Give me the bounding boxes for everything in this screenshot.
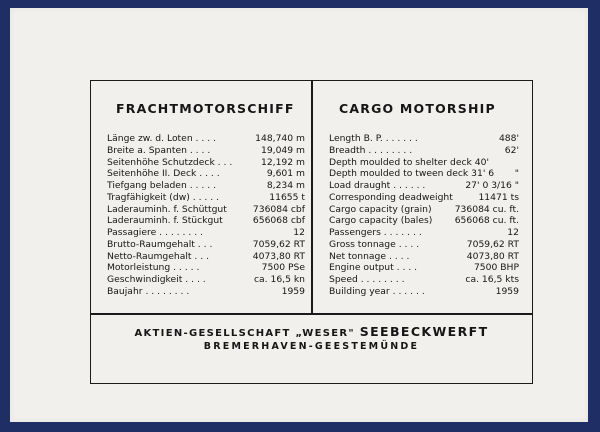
spec-row <box>107 251 305 263</box>
spec-label: Netto-Raumgehalt . . . <box>107 250 210 262</box>
spec-row <box>107 180 305 192</box>
spec-row <box>329 227 519 239</box>
spec-row <box>107 157 305 169</box>
spec-label: Tiefgang beladen . . . . . <box>107 180 216 191</box>
spec-value: " <box>514 168 519 180</box>
spec-row <box>107 133 305 145</box>
spec-value: 4073,80 RT <box>252 250 305 262</box>
spec-label: Passengers . . . . . . . <box>329 227 422 238</box>
spec-value: 488' <box>498 133 519 144</box>
spec-label: Cargo capacity (grain) <box>329 203 432 215</box>
footer-divider <box>91 313 532 315</box>
spec-label: Geschwindigkeit . . . . <box>107 274 206 285</box>
spec-label: Seitenhöhe II. Deck . . . . <box>107 168 220 180</box>
spec-row <box>107 168 305 180</box>
spec-label: Laderauminh. f. Stückgut <box>107 215 223 227</box>
spec-label: Laderauminh. f. Schüttgut <box>107 203 227 215</box>
spec-label: Seitenhöhe Schutzdeck . . . <box>107 156 233 168</box>
spec-value: 7500 PSe <box>261 262 305 274</box>
spec-row <box>107 286 305 298</box>
spec-row <box>107 227 305 239</box>
spec-value: 7059,62 RT <box>252 238 305 250</box>
spec-row <box>329 180 519 192</box>
spec-row <box>329 192 519 204</box>
spec-row <box>107 145 305 157</box>
spec-value: 4073,80 RT <box>466 250 519 262</box>
spec-value: 656068 cu. ft. <box>454 215 519 227</box>
footer-company-line <box>91 324 532 339</box>
spec-value: 736084 cu. ft. <box>454 203 519 215</box>
spec-row <box>107 274 305 286</box>
spec-value: 736084 cbf <box>252 203 305 215</box>
footer-city: BREMERHAVEN-GEESTEMÜNDE <box>203 341 420 352</box>
company-name: AKTIEN-GESELLSCHAFT „WESER" <box>134 328 355 339</box>
spec-label: Passagiere . . . . . . . . <box>107 227 203 238</box>
spec-value: 27' 0 3/16 " <box>465 180 519 191</box>
spec-value: 12 <box>507 227 519 238</box>
spec-value: 7500 BHP <box>473 262 519 274</box>
spec-label: Depth moulded to tween deck 31' 6 <box>329 168 495 180</box>
spec-row <box>329 168 519 180</box>
spec-label: Cargo capacity (bales) <box>329 215 433 227</box>
spec-list-german <box>107 133 305 298</box>
spec-label: Länge zw. d. Loten . . . . <box>107 133 217 144</box>
spec-value: 12 <box>293 227 305 238</box>
spec-label: Building year . . . . . . <box>329 285 425 297</box>
spec-label: Tragfähigkeit (dw) . . . . . <box>107 191 220 203</box>
heading-german: FRACHTMOTORSCHIFF <box>116 101 295 116</box>
spec-row <box>107 204 305 216</box>
spec-value: ca. 16,5 kts <box>465 274 519 285</box>
spec-list-english <box>329 133 519 298</box>
spec-label: Length B. P. . . . . . . <box>329 133 418 144</box>
spec-value: 656068 cbf <box>252 215 305 227</box>
spec-row <box>107 262 305 274</box>
spec-value: 7059,62 RT <box>466 238 519 250</box>
spec-label: Breite a. Spanten . . . . <box>107 144 211 156</box>
column-divider <box>311 81 313 313</box>
spec-row <box>329 215 519 227</box>
spec-row <box>329 204 519 216</box>
spec-label: Brutto-Raumgehalt . . . <box>107 238 213 250</box>
spec-table <box>90 80 533 384</box>
spec-label: Engine output . . . . <box>329 262 418 274</box>
spec-value: 11471 ts <box>478 191 519 203</box>
spec-value: 1959 <box>281 285 305 297</box>
spec-label: Corresponding deadweight <box>329 191 453 203</box>
spec-label: Speed . . . . . . . . <box>329 274 405 285</box>
spec-value: 8,234 m <box>266 180 305 191</box>
spec-label: Baujahr . . . . . . . . <box>107 285 190 297</box>
spec-label: Gross tonnage . . . . <box>329 238 420 250</box>
spec-value: 9,601 m <box>266 168 305 180</box>
spec-value: 11655 t <box>269 191 305 203</box>
spec-row <box>107 192 305 204</box>
spec-row <box>329 145 519 157</box>
shipyard-name: SEEBECKWERFT <box>359 324 489 339</box>
spec-card <box>10 8 588 422</box>
spec-label: Net tonnage . . . . <box>329 250 410 262</box>
heading-english: CARGO MOTORSHIP <box>339 101 496 116</box>
spec-value: 12,192 m <box>260 156 305 168</box>
spec-label: Load draught . . . . . . <box>329 180 426 191</box>
spec-label: Breadth . . . . . . . . <box>329 144 413 156</box>
spec-row <box>329 157 519 169</box>
spec-label: Motorleistung . . . . . <box>107 262 200 274</box>
spec-value: 19,049 m <box>260 144 305 156</box>
spec-row <box>107 239 305 251</box>
spec-row <box>329 286 519 298</box>
spec-value: 148,740 m <box>255 133 305 144</box>
spec-value: 62' <box>504 144 519 156</box>
spec-row <box>329 262 519 274</box>
spec-row <box>107 215 305 227</box>
spec-row <box>329 133 519 145</box>
spec-label: Depth moulded to shelter deck 40' <box>329 156 489 168</box>
spec-value: ca. 16,5 kn <box>253 274 305 285</box>
spec-row <box>329 239 519 251</box>
spec-value: 1959 <box>495 285 519 297</box>
spec-row <box>329 274 519 286</box>
spec-row <box>329 251 519 263</box>
